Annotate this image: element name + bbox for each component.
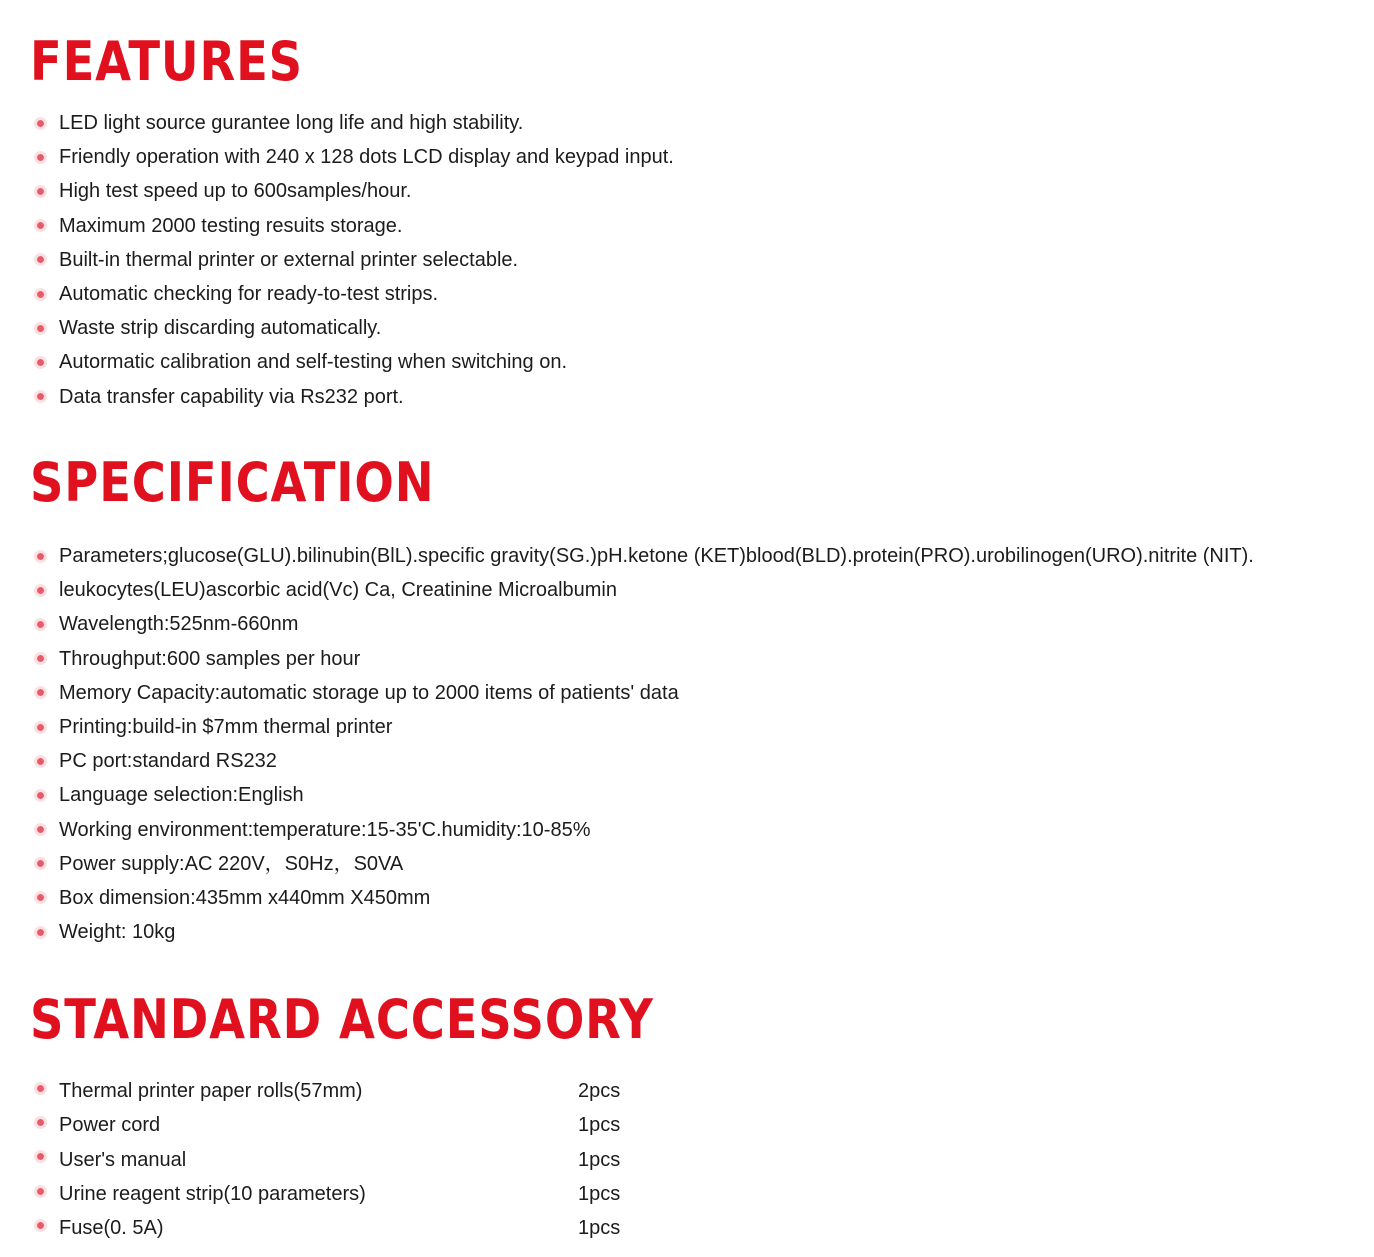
bullet-icon: [34, 185, 47, 198]
accessory-item: [34, 1177, 621, 1211]
bullet-icon: [34, 1150, 47, 1163]
specification-list: [34, 539, 1254, 949]
bullet-icon: [34, 686, 47, 699]
spec-text: leukocytes(LEU)ascorbic acid(Vc) Ca, Creatinine Microalbumin: [59, 579, 617, 602]
feature-item: [34, 243, 674, 277]
accessory-heading: STANDARD ACCESSORY: [30, 988, 654, 1051]
accessory-item: [34, 1108, 621, 1142]
spec-text: Weight: 10kg: [59, 921, 176, 944]
accessory-name: User's manual: [59, 1148, 187, 1171]
feature-item: [34, 277, 674, 311]
feature-item: [34, 380, 674, 414]
spec-item: [34, 744, 1254, 778]
bullet-icon: [34, 151, 47, 164]
feature-text: High test speed up to 600samples/hour.: [59, 180, 412, 203]
feature-text: Autormatic calibration and self-testing when switching on.: [59, 351, 568, 374]
feature-item: [34, 106, 674, 140]
accessory-item: [34, 1074, 621, 1108]
accessory-list: [34, 1074, 621, 1245]
feature-text: Waste strip discarding automatically.: [59, 317, 382, 340]
bullet-icon: [34, 584, 47, 597]
spec-item: [34, 539, 1254, 573]
spec-text: Language selection:English: [59, 784, 304, 807]
bullet-icon: [34, 253, 47, 266]
feature-item: [34, 209, 674, 243]
spec-text: Printing:build-in $7mm thermal printer: [59, 715, 393, 738]
spec-text: Memory Capacity:automatic storage up to 2000 items of patients' data: [59, 681, 679, 704]
spec-item: [34, 813, 1254, 847]
bullet-icon: [34, 926, 47, 939]
accessory-name: Urine reagent strip(10 parameters): [59, 1182, 366, 1205]
spec-text: Power supply:AC 220V，S0Hz，S0VA: [59, 852, 404, 875]
bullet-icon: [34, 1185, 47, 1198]
bullet-icon: [34, 857, 47, 870]
spec-text: Parameters;glucose(GLU).bilinubin(BlL).specific gravity(SG.)pH.ketone (KET)blood(BLD).protein(PRO).urobilinogen(URO).nitrite (NIT).: [59, 545, 1254, 567]
accessory-qty: 1pcs: [578, 1182, 621, 1205]
accessory-qty: 2pcs: [578, 1080, 621, 1102]
bullet-icon: [34, 789, 47, 802]
feature-item: [34, 140, 674, 174]
accessory-item: [34, 1211, 621, 1245]
accessory-name: Power cord: [59, 1114, 161, 1137]
feature-text: Data transfer capability via Rs232 port.: [59, 385, 404, 408]
spec-item: [34, 710, 1254, 744]
bullet-icon: [34, 721, 47, 734]
bullet-icon: [34, 823, 47, 836]
spec-item: [34, 881, 1254, 915]
spec-item: [34, 573, 1254, 607]
bullet-icon: [34, 891, 47, 904]
feature-text: Friendly operation with 240 x 128 dots LCD display and keypad input.: [59, 146, 674, 169]
bullet-icon: [34, 550, 47, 563]
specification-heading: SPECIFICATION: [30, 451, 435, 514]
feature-text: LED light source gurantee long life and high stability.: [59, 112, 524, 134]
bullet-icon: [34, 356, 47, 369]
accessory-qty: 1pcs: [578, 1148, 621, 1171]
feature-item: [34, 345, 674, 379]
accessory-qty: 1pcs: [578, 1114, 621, 1137]
spec-text: PC port:standard RS232: [59, 750, 277, 773]
accessory-item: [34, 1143, 621, 1177]
spec-text: Throughput:600 samples per hour: [59, 647, 361, 670]
bullet-icon: [34, 1082, 47, 1095]
spec-item: [34, 676, 1254, 710]
features-heading: FEATURES: [30, 30, 303, 93]
spec-text: Working environment:temperature:15-35'C.humidity:10-85%: [59, 818, 591, 841]
spec-text: Wavelength:525nm-660nm: [59, 613, 299, 636]
spec-item: [34, 642, 1254, 676]
feature-item: [34, 174, 674, 208]
accessory-qty: 1pcs: [578, 1217, 621, 1239]
bullet-icon: [34, 1116, 47, 1129]
bullet-icon: [34, 755, 47, 768]
bullet-icon: [34, 1219, 47, 1232]
bullet-icon: [34, 219, 47, 232]
bullet-icon: [34, 618, 47, 631]
features-list: [34, 106, 674, 414]
feature-item: [34, 311, 674, 345]
feature-text: Automatic checking for ready-to-test strips.: [59, 282, 439, 305]
bullet-icon: [34, 322, 47, 335]
bullet-icon: [34, 652, 47, 665]
accessory-name: Thermal printer paper rolls(57mm): [59, 1080, 363, 1102]
spec-item: [34, 847, 1254, 881]
spec-item: [34, 778, 1254, 812]
feature-text: Built-in thermal printer or external printer selectable.: [59, 248, 519, 271]
spec-item: [34, 915, 1254, 949]
bullet-icon: [34, 117, 47, 130]
spec-item: [34, 607, 1254, 641]
bullet-icon: [34, 288, 47, 301]
spec-text: Box dimension:435mm x440mm X450mm: [59, 886, 431, 909]
feature-text: Maximum 2000 testing resuits storage.: [59, 214, 403, 237]
accessory-name: Fuse(0. 5A): [59, 1217, 164, 1239]
bullet-icon: [34, 390, 47, 403]
